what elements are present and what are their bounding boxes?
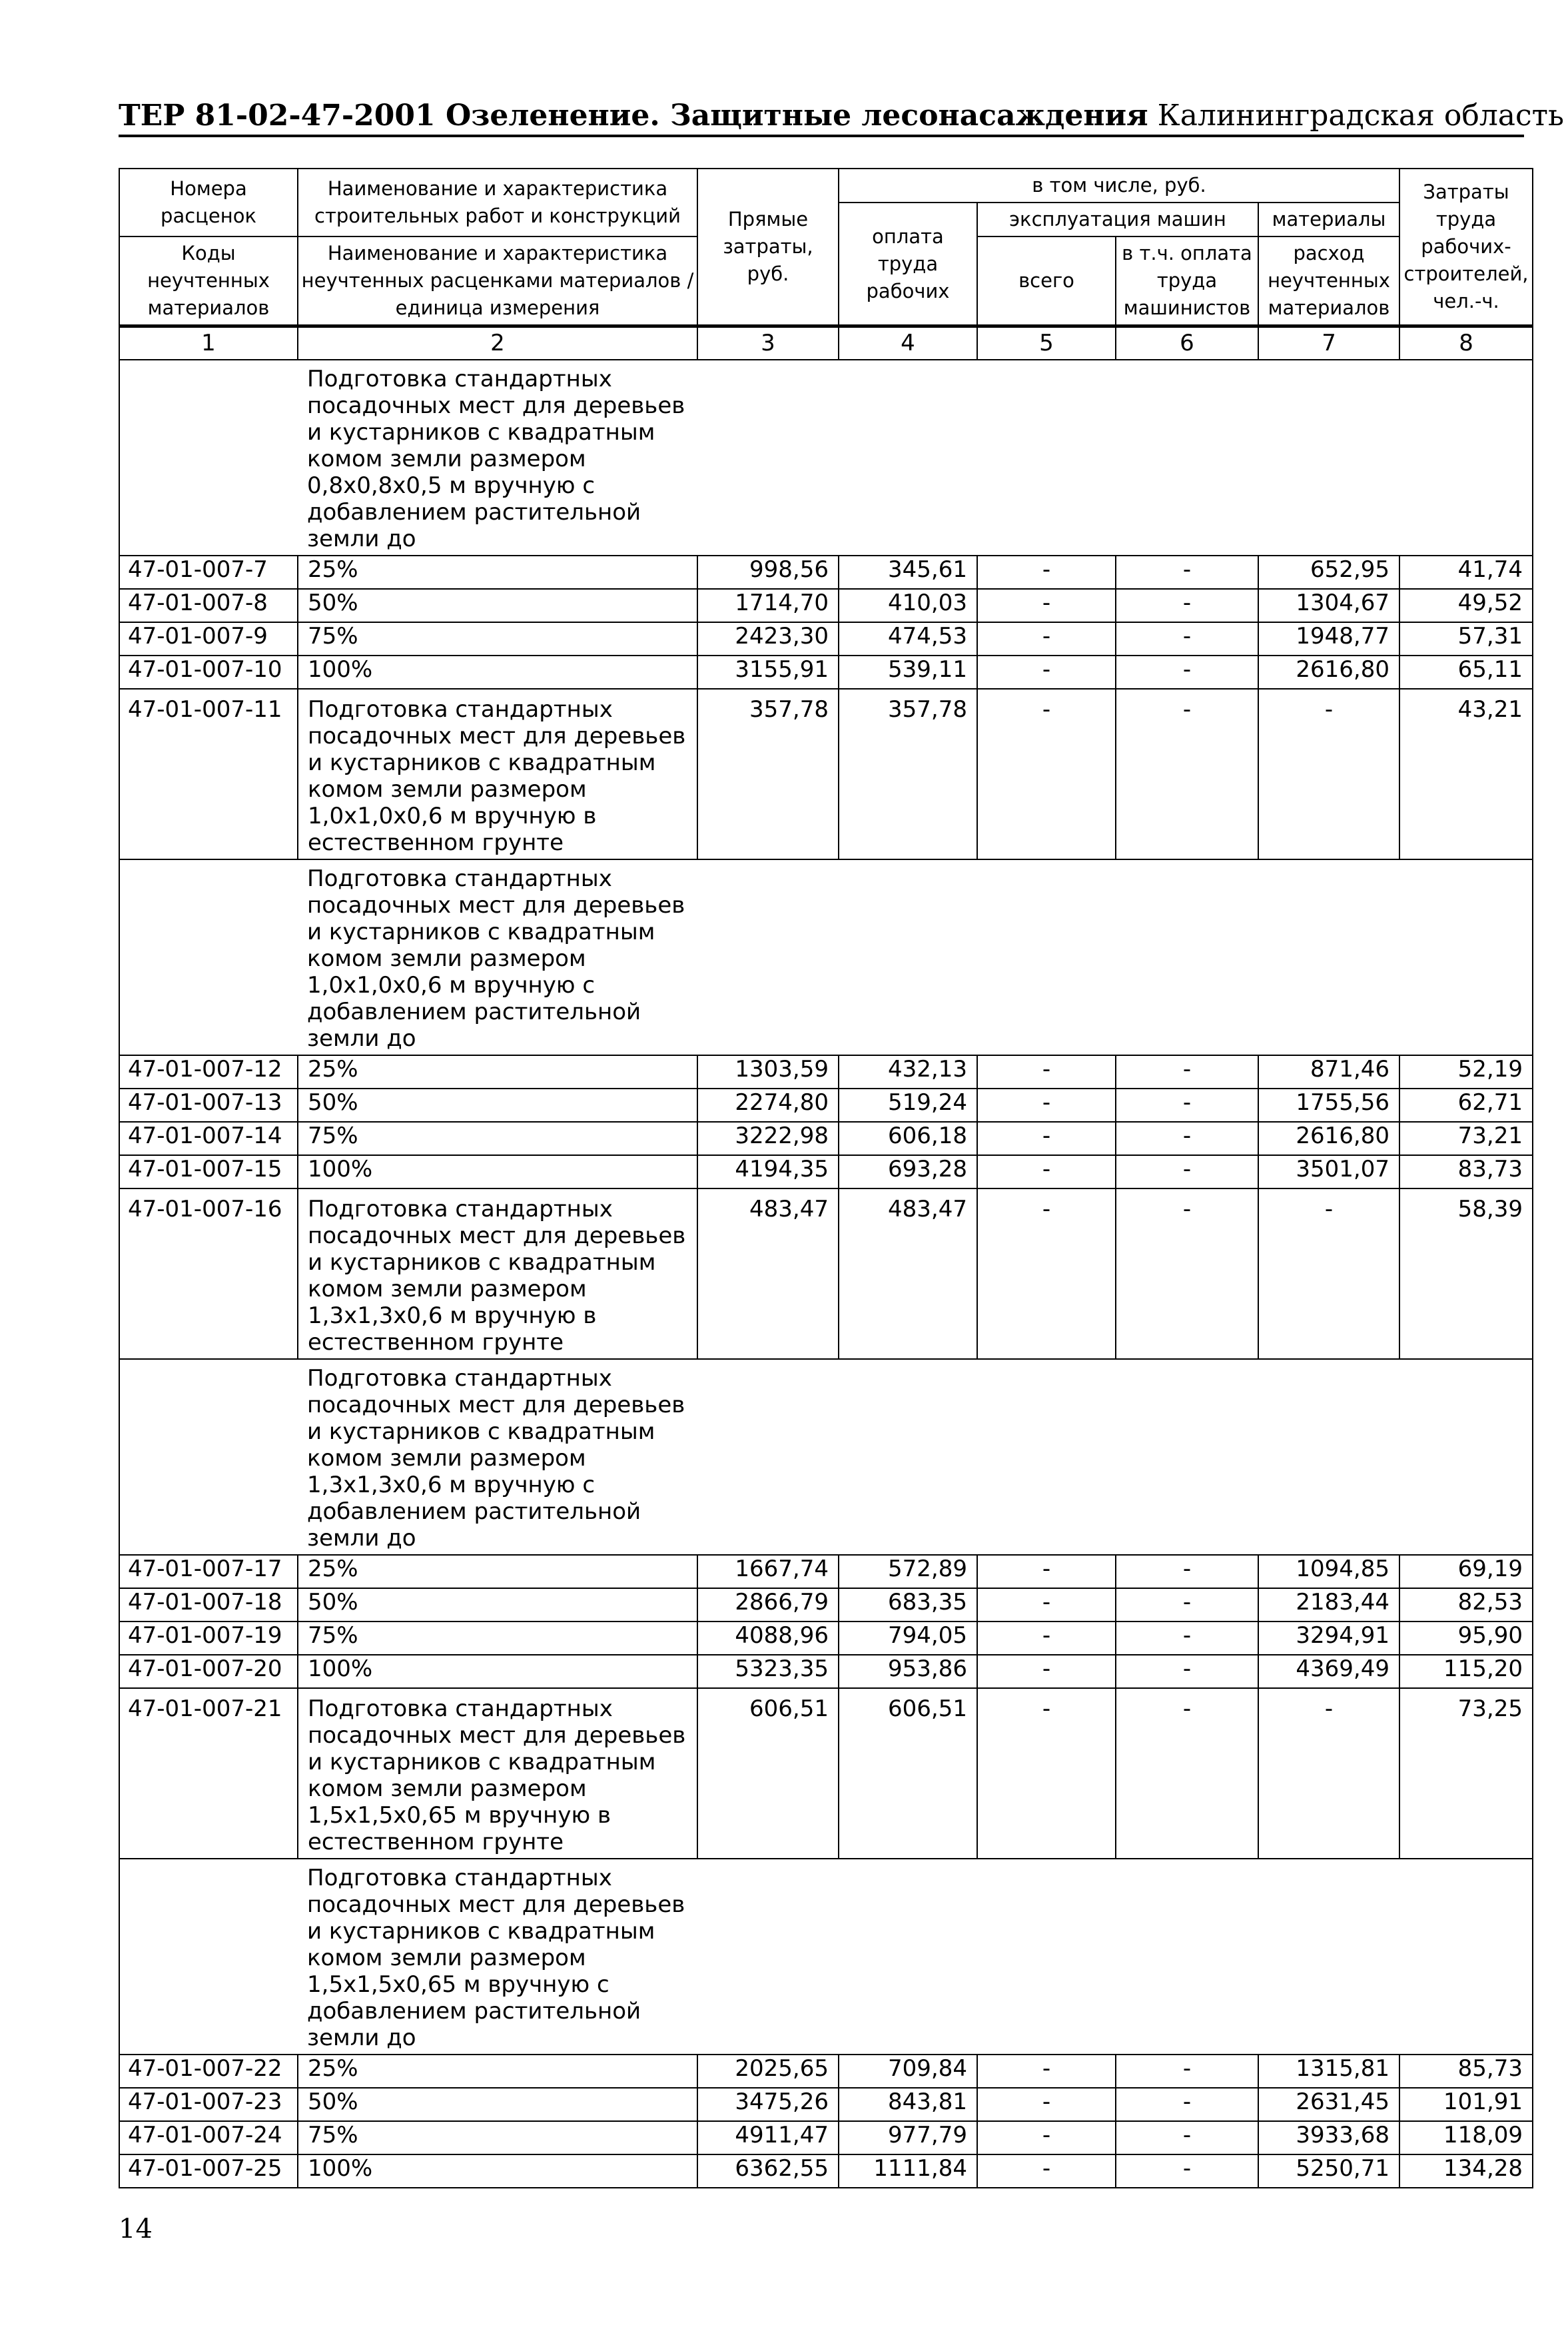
rate-row	[119, 589, 1533, 622]
machines-total-value: -	[977, 2121, 1116, 2154]
wages-value: 474,53	[839, 622, 977, 656]
labor-value: 49,52	[1399, 589, 1533, 622]
group-code-cell	[119, 859, 298, 1055]
machines-total-value: -	[977, 589, 1116, 622]
wages-value: 410,03	[839, 589, 977, 622]
wages-value: 843,81	[839, 2088, 977, 2121]
materials-value: 871,46	[1258, 1055, 1399, 1089]
direct-costs-value: 4911,47	[697, 2121, 839, 2154]
rate-description: 25%	[298, 1555, 697, 1588]
rate-description: 50%	[298, 589, 697, 622]
wages-value: 345,61	[839, 556, 977, 589]
header-direct-costs: Прямые затраты, руб.	[697, 169, 839, 326]
machines-wages-value: -	[1116, 2154, 1258, 2188]
direct-costs-value: 4194,35	[697, 1155, 839, 1188]
rate-row	[119, 2088, 1533, 2121]
rate-description: 75%	[298, 2121, 697, 2154]
rate-row	[119, 689, 1533, 859]
rate-row	[119, 622, 1533, 656]
labor-value: 65,11	[1399, 656, 1533, 689]
machines-wages-value: -	[1116, 1622, 1258, 1655]
machines-wages-value: -	[1116, 689, 1258, 859]
machines-total-value: -	[977, 1188, 1116, 1359]
header-machines-wages: в т.ч. оплата труда машинистов	[1116, 236, 1258, 326]
labor-value: 101,91	[1399, 2088, 1533, 2121]
rate-row	[119, 1555, 1533, 1588]
rate-description: 75%	[298, 1622, 697, 1655]
rate-description: 25%	[298, 556, 697, 589]
rate-description: 25%	[298, 1055, 697, 1089]
header-machines-total: всего	[977, 236, 1116, 326]
header-name-top: Наименование и характеристика строительных работ и конструкций	[298, 169, 697, 236]
machines-total-value: -	[977, 689, 1116, 859]
wages-value: 357,78	[839, 689, 977, 859]
materials-value: -	[1258, 1688, 1399, 1859]
group-description: Подготовка стандартных посадочных мест для деревьев и кустарников с квадратным комом земли размером 1,3х1,3х0,6 м вручную с добавлением растительной земли до	[298, 1359, 697, 1555]
rate-description: 100%	[298, 2154, 697, 2188]
rate-row	[119, 1188, 1533, 1359]
rate-code: 47-01-007-22	[119, 2055, 298, 2088]
rate-code: 47-01-007-12	[119, 1055, 298, 1089]
group-heading-row	[119, 1359, 1533, 1555]
column-number: 3	[697, 326, 839, 360]
header-codes-top: Номера расценок	[119, 169, 298, 236]
materials-value: 3933,68	[1258, 2121, 1399, 2154]
rate-code: 47-01-007-24	[119, 2121, 298, 2154]
labor-value: 58,39	[1399, 1188, 1533, 1359]
machines-wages-value: -	[1116, 1188, 1258, 1359]
machines-total-value: -	[977, 2088, 1116, 2121]
direct-costs-value: 2423,30	[697, 622, 839, 656]
labor-value: 57,31	[1399, 622, 1533, 656]
machines-total-value: -	[977, 1588, 1116, 1622]
rate-code: 47-01-007-16	[119, 1188, 298, 1359]
header-materials-consumption: расход неучтенных материалов	[1258, 236, 1399, 326]
header-name-bottom: Наименование и характеристика неучтенных расценками материалов / единица измерения	[298, 236, 697, 326]
wages-value: 709,84	[839, 2055, 977, 2088]
column-number: 8	[1399, 326, 1533, 360]
machines-total-value: -	[977, 1555, 1116, 1588]
rate-description: 75%	[298, 622, 697, 656]
machines-total-value: -	[977, 1155, 1116, 1188]
rate-code: 47-01-007-11	[119, 689, 298, 859]
materials-value: 1304,67	[1258, 589, 1399, 622]
labor-value: 73,25	[1399, 1688, 1533, 1859]
wages-value: 539,11	[839, 656, 977, 689]
header-machines: эксплуатация машин	[977, 203, 1258, 236]
direct-costs-value: 998,56	[697, 556, 839, 589]
labor-value: 115,20	[1399, 1655, 1533, 1688]
machines-wages-value: -	[1116, 1688, 1258, 1859]
column-number: 5	[977, 326, 1116, 360]
group-code-cell	[119, 1859, 298, 2055]
group-heading-row	[119, 1859, 1533, 2055]
machines-total-value: -	[977, 1055, 1116, 1089]
direct-costs-value: 5323,35	[697, 1655, 839, 1688]
wages-value: 519,24	[839, 1089, 977, 1122]
machines-total-value: -	[977, 1122, 1116, 1155]
wages-value: 606,51	[839, 1688, 977, 1859]
group-code-cell	[119, 360, 298, 556]
group-filler-cell	[697, 859, 1533, 1055]
header-codes-bottom: Коды неучтенных материалов	[119, 236, 298, 326]
rate-code: 47-01-007-17	[119, 1555, 298, 1588]
machines-total-value: -	[977, 1688, 1116, 1859]
machines-total-value: -	[977, 656, 1116, 689]
rate-description: 100%	[298, 1155, 697, 1188]
rate-code: 47-01-007-19	[119, 1622, 298, 1655]
group-heading-row	[119, 859, 1533, 1055]
rate-row	[119, 1588, 1533, 1622]
rate-code: 47-01-007-23	[119, 2088, 298, 2121]
machines-wages-value: -	[1116, 1055, 1258, 1089]
rate-code: 47-01-007-7	[119, 556, 298, 589]
rate-code: 47-01-007-15	[119, 1155, 298, 1188]
direct-costs-value: 4088,96	[697, 1622, 839, 1655]
direct-costs-value: 1303,59	[697, 1055, 839, 1089]
labor-value: 43,21	[1399, 689, 1533, 859]
direct-costs-value: 1714,70	[697, 589, 839, 622]
labor-value: 73,21	[1399, 1122, 1533, 1155]
group-filler-cell	[697, 1859, 1533, 2055]
rate-row	[119, 1089, 1533, 1122]
materials-value: 652,95	[1258, 556, 1399, 589]
rate-description: 50%	[298, 2088, 697, 2121]
machines-total-value: -	[977, 1089, 1116, 1122]
group-description: Подготовка стандартных посадочных мест для деревьев и кустарников с квадратным комом земли размером 1,5х1,5х0,65 м вручную с добавлением растительной земли до	[298, 1859, 697, 2055]
materials-value: 4369,49	[1258, 1655, 1399, 1688]
rate-description: 75%	[298, 1122, 697, 1155]
labor-value: 82,53	[1399, 1588, 1533, 1622]
labor-value: 118,09	[1399, 2121, 1533, 2154]
rate-row	[119, 1122, 1533, 1155]
machines-wages-value: -	[1116, 1089, 1258, 1122]
direct-costs-value: 2866,79	[697, 1588, 839, 1622]
direct-costs-value: 3155,91	[697, 656, 839, 689]
rates-table-body	[119, 169, 1533, 2188]
direct-costs-value: 483,47	[697, 1188, 839, 1359]
machines-wages-value: -	[1116, 2121, 1258, 2154]
direct-costs-value: 606,51	[697, 1688, 839, 1859]
wages-value: 794,05	[839, 1622, 977, 1655]
direct-costs-value: 3475,26	[697, 2088, 839, 2121]
rate-description: 50%	[298, 1089, 697, 1122]
rate-code: 47-01-007-8	[119, 589, 298, 622]
page-number: 14	[119, 2214, 153, 2244]
rate-description: Подготовка стандартных посадочных мест для деревьев и кустарников с квадратным комом земли размером 1,0х1,0х0,6 м вручную в естественном грунте	[298, 689, 697, 859]
direct-costs-value: 2274,80	[697, 1089, 839, 1122]
labor-value: 62,71	[1399, 1089, 1533, 1122]
machines-wages-value: -	[1116, 1588, 1258, 1622]
column-number: 2	[298, 326, 697, 360]
materials-value: 3294,91	[1258, 1622, 1399, 1655]
wages-value: 1111,84	[839, 2154, 977, 2188]
machines-total-value: -	[977, 622, 1116, 656]
rate-row	[119, 1155, 1533, 1188]
labor-value: 83,73	[1399, 1155, 1533, 1188]
rate-row	[119, 656, 1533, 689]
wages-value: 683,35	[839, 1588, 977, 1622]
machines-wages-value: -	[1116, 556, 1258, 589]
wages-value: 977,79	[839, 2121, 977, 2154]
group-filler-cell	[697, 1359, 1533, 1555]
header-labor: Затраты труда рабочих-строителей, чел.-ч.	[1399, 169, 1533, 326]
wages-value: 572,89	[839, 1555, 977, 1588]
wages-value: 953,86	[839, 1655, 977, 1688]
rate-row	[119, 1655, 1533, 1688]
materials-value: 1315,81	[1258, 2055, 1399, 2088]
materials-value: -	[1258, 1188, 1399, 1359]
machines-total-value: -	[977, 1655, 1116, 1688]
header-including: в том числе, руб.	[839, 169, 1399, 203]
column-number: 7	[1258, 326, 1399, 360]
wages-value: 693,28	[839, 1155, 977, 1188]
rate-description: 100%	[298, 656, 697, 689]
rate-code: 47-01-007-18	[119, 1588, 298, 1622]
direct-costs-value: 357,78	[697, 689, 839, 859]
group-filler-cell	[697, 360, 1533, 556]
rate-row	[119, 2121, 1533, 2154]
page-title	[119, 99, 1564, 137]
rate-description: Подготовка стандартных посадочных мест для деревьев и кустарников с квадратным комом земли размером 1,3х1,3х0,6 м вручную в естественном грунте	[298, 1188, 697, 1359]
rate-description: 50%	[298, 1588, 697, 1622]
machines-total-value: -	[977, 2055, 1116, 2088]
materials-value: 3501,07	[1258, 1155, 1399, 1188]
rate-code: 47-01-007-25	[119, 2154, 298, 2188]
group-description: Подготовка стандартных посадочных мест для деревьев и кустарников с квадратным комом земли размером 0,8х0,8х0,5 м вручную с добавлением растительной земли до	[298, 360, 697, 556]
rate-code: 47-01-007-9	[119, 622, 298, 656]
rate-row	[119, 1688, 1533, 1859]
group-heading-row	[119, 360, 1533, 556]
group-code-cell	[119, 1359, 298, 1555]
direct-costs-value: 3222,98	[697, 1122, 839, 1155]
rate-row	[119, 556, 1533, 589]
rates-table	[119, 168, 1533, 2188]
machines-wages-value: -	[1116, 2055, 1258, 2088]
rate-description: 100%	[298, 1655, 697, 1688]
page-title-region: Калининградская область	[1157, 99, 1564, 133]
labor-value: 41,74	[1399, 556, 1533, 589]
machines-wages-value: -	[1116, 1655, 1258, 1688]
rate-code: 47-01-007-10	[119, 656, 298, 689]
group-description: Подготовка стандартных посадочных мест для деревьев и кустарников с квадратным комом земли размером 1,0х1,0х0,6 м вручную с добавлением растительной земли до	[298, 859, 697, 1055]
rate-row	[119, 1622, 1533, 1655]
header-materials: материалы	[1258, 203, 1399, 236]
machines-wages-value: -	[1116, 622, 1258, 656]
materials-value: 2183,44	[1258, 1588, 1399, 1622]
column-number: 1	[119, 326, 298, 360]
column-number: 6	[1116, 326, 1258, 360]
rate-code: 47-01-007-21	[119, 1688, 298, 1859]
header-wages: оплата труда рабочих	[839, 203, 977, 326]
machines-total-value: -	[977, 556, 1116, 589]
machines-total-value: -	[977, 1622, 1116, 1655]
machines-wages-value: -	[1116, 656, 1258, 689]
labor-value: 95,90	[1399, 1622, 1533, 1655]
materials-value: 5250,71	[1258, 2154, 1399, 2188]
rate-code: 47-01-007-13	[119, 1089, 298, 1122]
direct-costs-value: 6362,55	[697, 2154, 839, 2188]
page-title-main: ТЕР 81-02-47-2001 Озеленение. Защитные лесонасаждения	[119, 99, 1148, 133]
rate-row	[119, 2055, 1533, 2088]
machines-wages-value: -	[1116, 1155, 1258, 1188]
column-number: 4	[839, 326, 977, 360]
machines-wages-value: -	[1116, 1122, 1258, 1155]
rate-description: Подготовка стандартных посадочных мест для деревьев и кустарников с квадратным комом земли размером 1,5х1,5х0,65 м вручную в естественном грунте	[298, 1688, 697, 1859]
direct-costs-value: 1667,74	[697, 1555, 839, 1588]
labor-value: 69,19	[1399, 1555, 1533, 1588]
column-number-row	[119, 326, 1533, 360]
labor-value: 134,28	[1399, 2154, 1533, 2188]
direct-costs-value: 2025,65	[697, 2055, 839, 2088]
machines-wages-value: -	[1116, 589, 1258, 622]
materials-value: 1755,56	[1258, 1089, 1399, 1122]
rate-row	[119, 2154, 1533, 2188]
materials-value: 2631,45	[1258, 2088, 1399, 2121]
labor-value: 52,19	[1399, 1055, 1533, 1089]
machines-wages-value: -	[1116, 2088, 1258, 2121]
machines-wages-value: -	[1116, 1555, 1258, 1588]
materials-value: 1948,77	[1258, 622, 1399, 656]
rate-code: 47-01-007-20	[119, 1655, 298, 1688]
rate-code: 47-01-007-14	[119, 1122, 298, 1155]
rate-row	[119, 1055, 1533, 1089]
materials-value: 1094,85	[1258, 1555, 1399, 1588]
materials-value: 2616,80	[1258, 1122, 1399, 1155]
labor-value: 85,73	[1399, 2055, 1533, 2088]
materials-value: -	[1258, 689, 1399, 859]
machines-total-value: -	[977, 2154, 1116, 2188]
wages-value: 483,47	[839, 1188, 977, 1359]
materials-value: 2616,80	[1258, 656, 1399, 689]
wages-value: 432,13	[839, 1055, 977, 1089]
rate-description: 25%	[298, 2055, 697, 2088]
wages-value: 606,18	[839, 1122, 977, 1155]
